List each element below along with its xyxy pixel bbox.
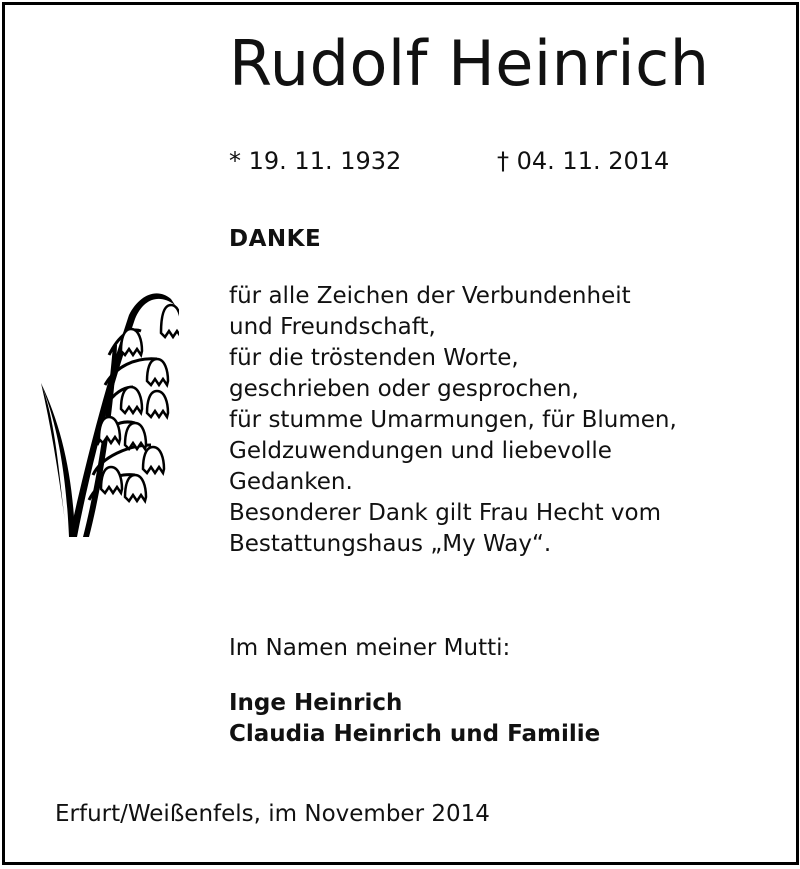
thanks-line: Gedanken. bbox=[229, 469, 353, 495]
intro-line: Im Namen meiner Mutti: bbox=[229, 635, 511, 661]
signer-name: Inge Heinrich bbox=[229, 690, 403, 716]
heading: DANKE bbox=[229, 226, 322, 252]
thanks-line: Geldzuwendungen und liebevolle bbox=[229, 438, 612, 464]
signers bbox=[229, 688, 600, 750]
place-and-date: Erfurt/Weißenfels, im November 2014 bbox=[55, 801, 490, 827]
birth-date: * 19. 11. 1932 bbox=[229, 147, 402, 175]
obituary-notice bbox=[2, 2, 799, 865]
signer-name: Claudia Heinrich und Familie bbox=[229, 721, 601, 747]
thanks-line: für alle Zeichen der Verbundenheit bbox=[229, 283, 631, 309]
thanks-line: Bestattungshaus „My Way“. bbox=[229, 531, 552, 557]
death-date: † 04. 11. 2014 bbox=[497, 147, 670, 175]
thanks-line: für die tröstenden Worte, bbox=[229, 345, 519, 371]
thanks-line: geschrieben oder gesprochen, bbox=[229, 376, 579, 402]
thanks-line: Besonderer Dank gilt Frau Hecht vom bbox=[229, 500, 661, 526]
deceased-name: Rudolf Heinrich bbox=[229, 27, 710, 100]
thanks-line: und Freundschaft, bbox=[229, 314, 436, 340]
life-dates bbox=[229, 147, 670, 175]
thanks-line: für stumme Umarmungen, für Blumen, bbox=[229, 407, 677, 433]
lily-of-the-valley-icon bbox=[39, 275, 179, 540]
thanks-text bbox=[229, 281, 677, 560]
